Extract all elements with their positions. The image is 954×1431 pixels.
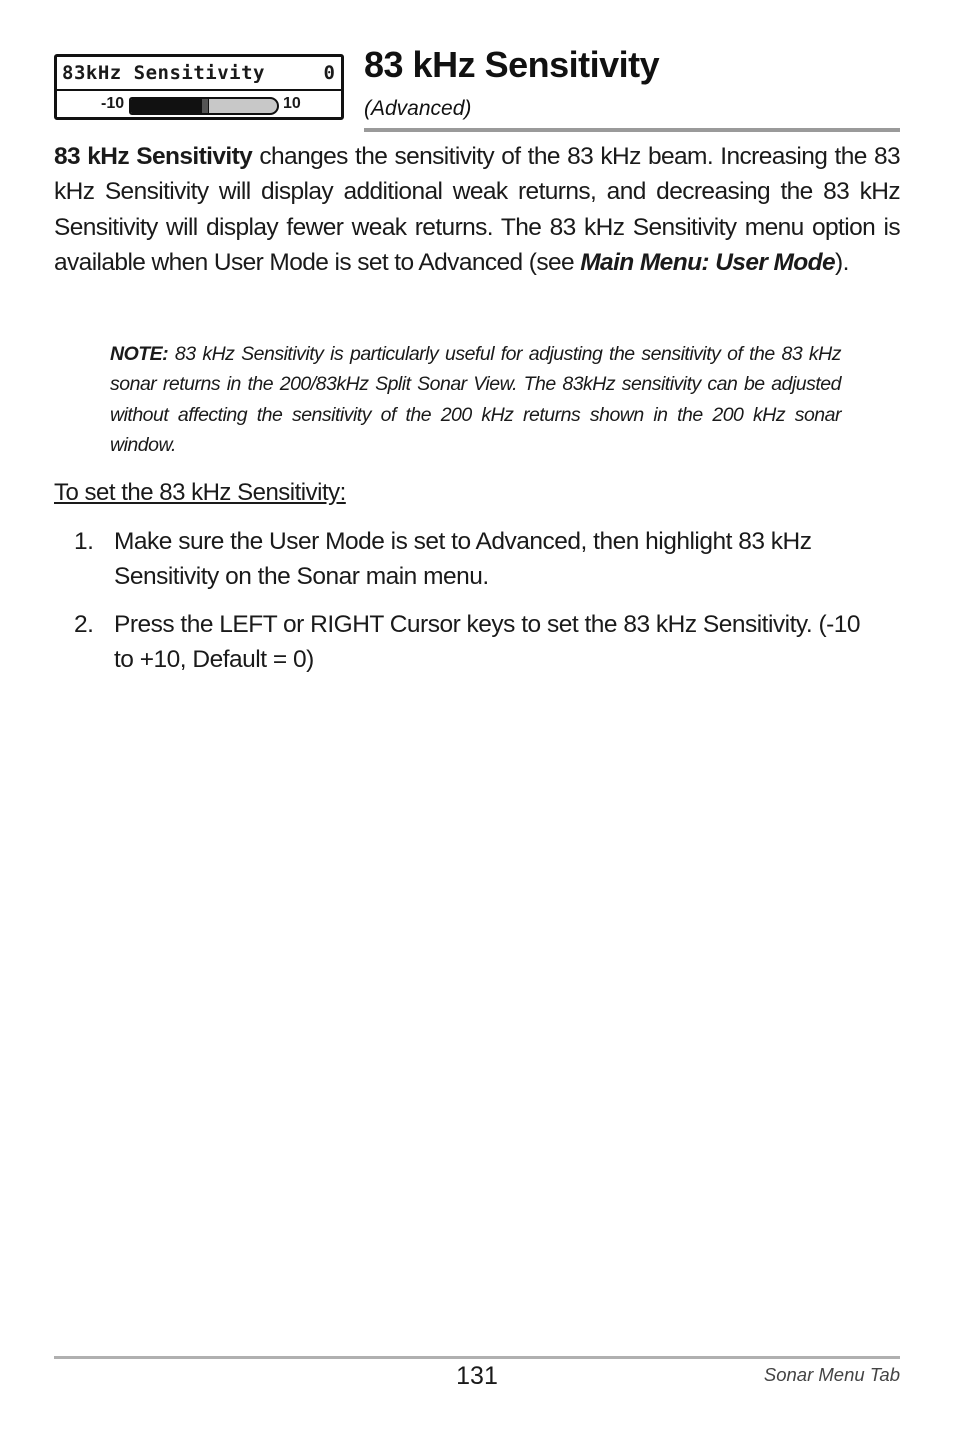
step-number: 2.: [74, 610, 94, 638]
menu-item-label: 83kHz Sensitivity: [62, 62, 265, 84]
intro-lead: 83 kHz Sensitivity: [54, 143, 253, 170]
slider-fill: [131, 99, 204, 113]
footer-section-name: Sonar Menu Tab: [763, 1364, 900, 1385]
menu-header-row: [57, 57, 341, 91]
menu-sensitivity-widget: [54, 54, 344, 120]
page-title: 83 kHz Sensitivity: [364, 44, 660, 85]
procedure-heading: To set the 83 kHz Sensitivity:: [54, 479, 346, 506]
intro-reference: Main Menu: User Mode: [580, 248, 836, 276]
step-number: 1.: [74, 528, 94, 555]
menu-item-value: 0: [323, 62, 335, 84]
step-text: Press the LEFT or RIGHT Cursor keys to set the 83 kHz Sensitivity. (-10 to +10, Default = 0): [114, 610, 861, 673]
intro-tail: ).: [835, 248, 849, 276]
procedure-step: [54, 524, 900, 595]
slider-max-label: 10: [283, 95, 301, 112]
footer-divider: [54, 1356, 900, 1359]
slider-thumb: [201, 97, 209, 115]
page-subtitle: (Advanced): [364, 97, 472, 120]
procedure-steps: [54, 524, 900, 689]
slider-min-label: -10: [101, 95, 125, 112]
sensitivity-slider: [129, 97, 279, 115]
intro-paragraph: [54, 139, 900, 280]
note-label: NOTE:: [110, 343, 169, 365]
procedure-step: [54, 607, 900, 678]
step-text: Make sure the User Mode is set to Advanced, then highlight 83 kHz Sensitivity on the Sonar main menu.: [114, 528, 812, 591]
page-number: 131: [456, 1362, 498, 1390]
note-paragraph: [110, 339, 841, 460]
note-text: 83 kHz Sensitivity is particularly useful for adjusting the sensitivity of the 83 kHz sonar returns in the 200/83kHz Split Sonar View. The 83kHz sensitivity can be adjusted without affecting the sensitivity of the 200 kHz returns shown in the 200 kHz sonar window.: [110, 343, 841, 456]
intro-body: changes the sensitivity of the 83 kHz beam. Increasing the 83 kHz Sensitivity will display additional weak returns, and decreasing the 83 kHz Sensitivity will display fewer weak returns. The 83 kHz Sensitivity menu option is available when User Mode is set to Advanced (see: [54, 143, 900, 276]
title-divider: [364, 128, 900, 132]
